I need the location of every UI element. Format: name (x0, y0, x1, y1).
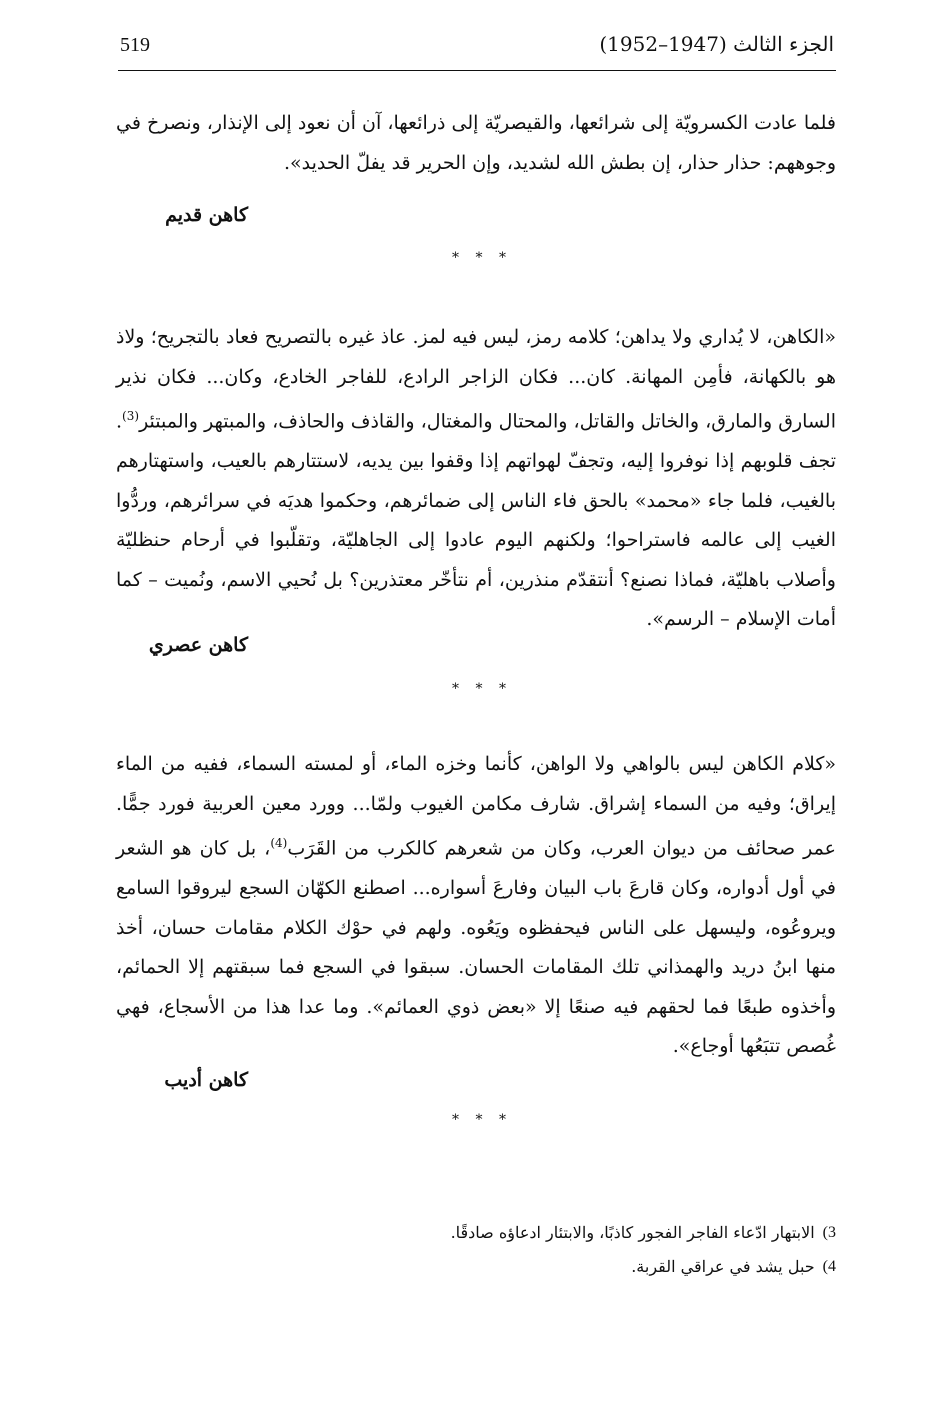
paragraph-3-text-a: «كلام الكاهن ليس بالواهي ولا الواهن، كأنما وخزه الماء، أو لمسته السماء، ففيه من الماء إيراق؛ وفيه من السماء إشراق. شارف مكامن الغيوب ولمّا... وورد معين العربية فورد جمًّا. عمر صحائف من ديوان العرب، وكان من شعرهم كالكرب من القَرَب (116, 753, 836, 860)
footnote-text: الابتهار ادّعاء الفاجر الفجور كاذبًا، والابتئار ادعاؤه صادقًا. (450, 1223, 815, 1242)
footnote-ref-4: (4) (270, 836, 288, 851)
paragraph-2 (116, 318, 836, 640)
signature-1: كاهن قديم (165, 204, 248, 226)
separator-1: * * * (452, 250, 512, 266)
footnotes (116, 1216, 836, 1284)
paragraph-3 (116, 745, 836, 1067)
footnote-3 (116, 1216, 836, 1250)
page-number: 519 (120, 34, 150, 56)
footnote-4 (116, 1250, 836, 1284)
signature-3: كاهن أديب (164, 1069, 248, 1091)
footnote-ref-3: (3) (122, 409, 140, 424)
separator-2: * * * (452, 681, 512, 697)
footnote-text: حبل يشد في عراقي القربة. (631, 1257, 815, 1276)
running-head: الجزء الثالث (1947–1952) (599, 32, 834, 56)
paragraph-1-text: فلما عادت الكسرويّة إلى شرائعها، والقيصريّة إلى ذرائعها، آن أن نعود إلى الإنذار، ونصرخ في وجوههم: حذار حذار، إن بطش الله لشديد، وإن الحرير قد يفلّ الحديد». (116, 112, 836, 174)
footnote-number: 3) (822, 1224, 836, 1241)
separator-3: * * * (452, 1112, 512, 1128)
paragraph-2-text-a: «الكاهن، لا يُداري ولا يداهن؛ كلامه رمز، ليس فيه لمز. عاذ غيره بالتصريح فعاد بالتجريح؛ ولاذ هو بالكهانة، فأمِن المهانة. كان... فكان الزاجر الرادع، للفاجر الخادع، وكان... فكان نذير السارق والمارق، والخاتل والقاتل، والمحتال والمغتال، والقاذف والحاذف، والمبتهر والمبتئر (116, 326, 836, 433)
signature-2: كاهن عصري (148, 634, 248, 656)
paragraph-1 (116, 104, 836, 183)
paragraph-3-text-b: ، بل كان هو الشعر في أول أدواره، وكان قارعَ باب البيان وفارعَ أسواره... اصطنع الكهّان السجع ليروقوا السامع ويروعُوه، وليسهل على الناس فيحفظوه ويَعُوه. ولهم في حوْك الكلام مقامات حسان، أخذ منها ابنُ دريد والهمذاني تلك المقامات الحسان. سبقوا في السجع فما سبقتهم إلا الحمائم، وأخذوه طبعًا فما لحقهم فيه صنعًا إلا «بعض ذوي العمائم». وما عدا هذا من الأسجاع، فهي غُصص تتبَعُها أوجاع». (116, 837, 836, 1058)
footnote-number: 4) (822, 1258, 836, 1275)
paragraph-2-text-b: . تجف قلوبهم إذا نوفروا إليه، وتجفّ لهواتهم إذا وقفوا بين يديه، لاستتارهم بالعيب، واستهتارهم بالغيب، فلما جاء «محمد» بالحق فاء الناس إلى ضمائرهم، وحكموا هديَه في سرائرهم، وردُّوا الغيب إلى عالمه فاستراحوا؛ ولكنهم اليوم عادوا إلى الجاهليّة، وتقلّبوا في أرحام حنظليّة وأصلاب باهليّة، فماذا نصنع؟ أنتقدّم منذرين، أم نتأخّر معتذرين؟ بل نُحيي الاسم، ونُميت – كما أمات الإسلام – الرسم». (116, 410, 836, 631)
header-rule (118, 70, 836, 71)
